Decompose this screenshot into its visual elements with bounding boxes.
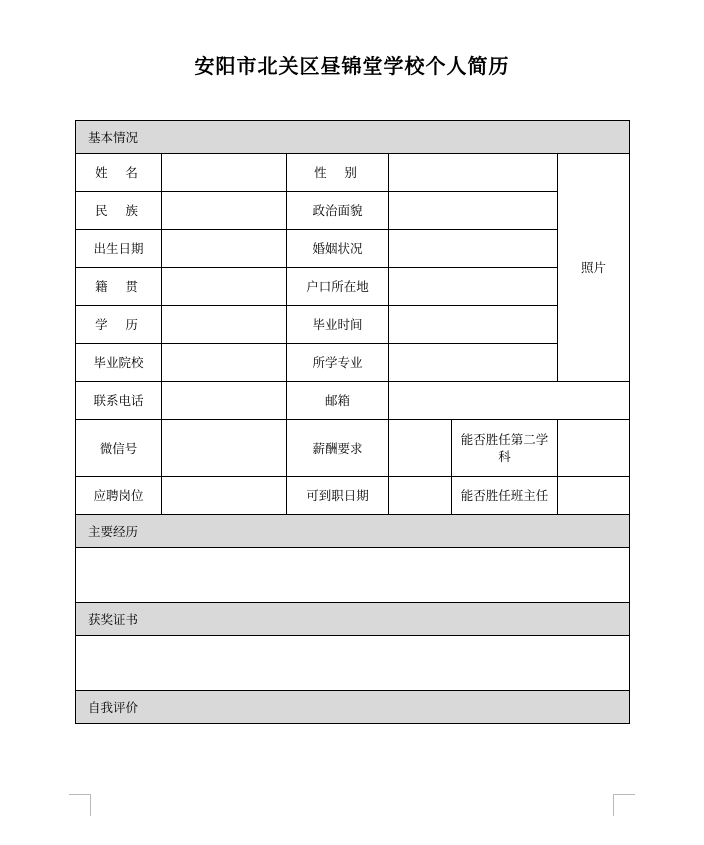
value-political-status[interactable]: [389, 192, 558, 230]
value-available-date[interactable]: [389, 477, 452, 515]
label-wechat: 微信号: [76, 420, 162, 477]
value-wechat[interactable]: [162, 420, 287, 477]
value-class-teacher[interactable]: [558, 477, 630, 515]
label-education: 学 历: [76, 306, 162, 344]
label-available-date: 可到职日期: [287, 477, 389, 515]
label-second-subject: 能否胜任第二学科: [452, 420, 558, 477]
value-birth-date[interactable]: [162, 230, 287, 268]
value-phone[interactable]: [162, 382, 287, 420]
value-household-location[interactable]: [389, 268, 558, 306]
table-row-education-graduationtime: [76, 306, 630, 344]
table-row-basic-info-header: [76, 121, 630, 154]
value-major[interactable]: [389, 344, 558, 382]
value-native-place[interactable]: [162, 268, 287, 306]
value-ethnicity[interactable]: [162, 192, 287, 230]
label-household-location: 户口所在地: [287, 268, 389, 306]
label-birth-date: 出生日期: [76, 230, 162, 268]
label-name: 姓 名: [76, 154, 162, 192]
table-row-phone-email: [76, 382, 630, 420]
section-header-basic-info: 基本情况: [76, 121, 630, 154]
value-gender[interactable]: [389, 154, 558, 192]
table-row-wechat-salary-secondsubject: [76, 420, 630, 477]
label-marital-status: 婚姻状况: [287, 230, 389, 268]
section-header-self-evaluation: 自我评价: [76, 691, 630, 724]
table-row-main-experience-header: [76, 515, 630, 548]
page-title: 安阳市北关区昼锦堂学校个人简历: [194, 54, 510, 78]
label-class-teacher: 能否胜任班主任: [452, 477, 558, 515]
value-marital-status[interactable]: [389, 230, 558, 268]
crop-mark-bottom-right-icon: [613, 794, 635, 816]
photo-placeholder[interactable]: 照片: [558, 154, 630, 382]
table-row-awards-header: [76, 603, 630, 636]
section-header-main-experience: 主要经历: [76, 515, 630, 548]
label-ethnicity: 民 族: [76, 192, 162, 230]
value-salary-requirement[interactable]: [389, 420, 452, 477]
table-row-name-gender: [76, 154, 630, 192]
value-graduation-school[interactable]: [162, 344, 287, 382]
table-row-birth-marital: [76, 230, 630, 268]
crop-mark-bottom-left-icon: [69, 794, 91, 816]
label-phone: 联系电话: [76, 382, 162, 420]
label-email: 邮箱: [287, 382, 389, 420]
table-row-ethnicity-political: [76, 192, 630, 230]
label-gender: 性 别: [287, 154, 389, 192]
value-email[interactable]: [389, 382, 630, 420]
value-education[interactable]: [162, 306, 287, 344]
value-graduation-time[interactable]: [389, 306, 558, 344]
table-row-main-experience-body: [76, 548, 630, 603]
value-main-experience[interactable]: [76, 548, 630, 603]
label-salary-requirement: 薪酬要求: [287, 420, 389, 477]
label-native-place: 籍 贯: [76, 268, 162, 306]
table-row-school-major: [76, 344, 630, 382]
label-political-status: 政治面貌: [287, 192, 389, 230]
section-header-awards: 获奖证书: [76, 603, 630, 636]
value-applied-position[interactable]: [162, 477, 287, 515]
label-applied-position: 应聘岗位: [76, 477, 162, 515]
table-row-awards-body: [76, 636, 630, 691]
value-name[interactable]: [162, 154, 287, 192]
label-graduation-time: 毕业时间: [287, 306, 389, 344]
label-graduation-school: 毕业院校: [76, 344, 162, 382]
table-row-position-availabledate-classteacher: [76, 477, 630, 515]
label-major: 所学专业: [287, 344, 389, 382]
value-second-subject[interactable]: [558, 420, 630, 477]
resume-form-table: [75, 120, 630, 724]
value-awards[interactable]: [76, 636, 630, 691]
table-row-native-household: [76, 268, 630, 306]
table-row-self-evaluation-header: [76, 691, 630, 724]
